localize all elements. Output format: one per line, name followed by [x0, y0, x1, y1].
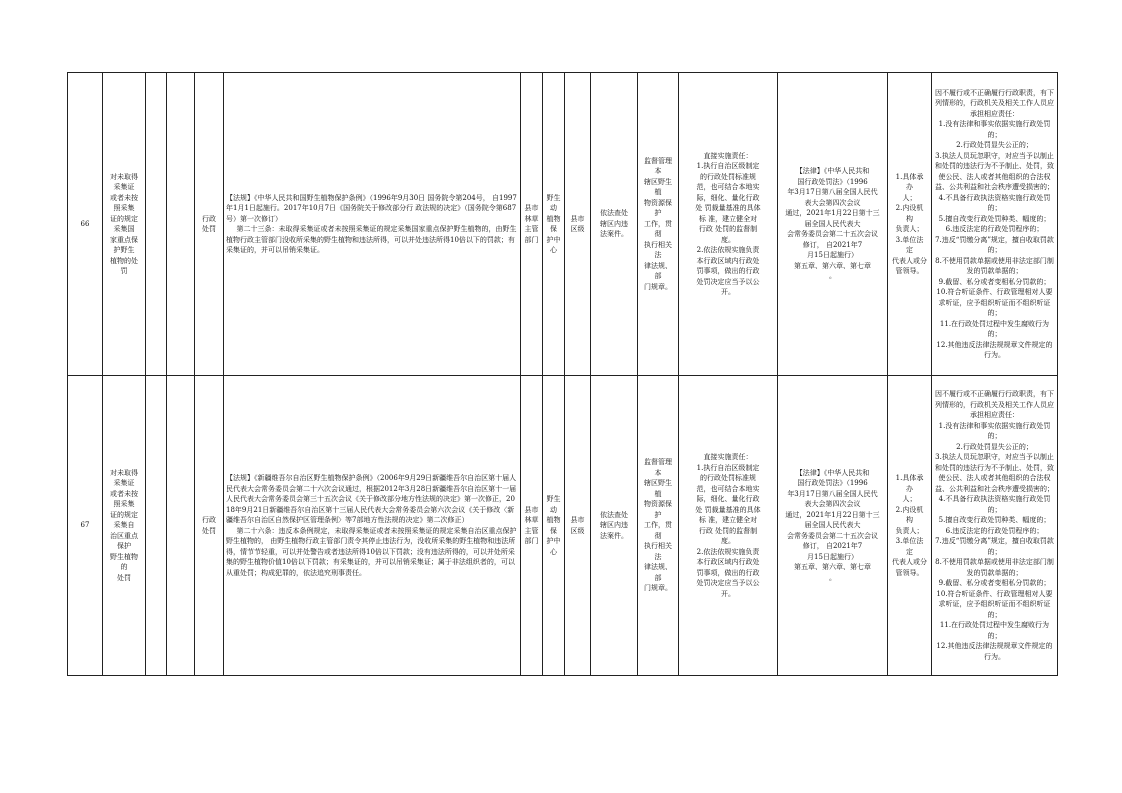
liability-item: 因不履行或不正确履行行政职责，有下列情形的，行政机关及相关工作人员应承担相应责任：: [935, 88, 1054, 118]
responsible-subject-cell: 1.具体承 办 人； 2.内设机 构 负责人； 3.单位法 定 代表人或分 管领导。: [888, 73, 932, 376]
liability-item: 1.没有法律和事实依据实施行政处罚的；: [938, 421, 1051, 440]
liability-item: 4.不具备行政执法资格实施行政处罚的；: [938, 495, 1051, 514]
category-cell: 行政 处罚: [195, 73, 224, 376]
liability-item: 3.执法人员玩忽职守，对应当予以制止和处罚的违法行为不予制止、处罚，致使公民、法人或者其他组织的合法权益、公共利益和社会秩序遭受损害的；: [935, 151, 1054, 191]
legal-basis-cell: [224, 376, 521, 676]
sub-item-cell: [146, 73, 167, 376]
duty-basis-cell: 【法律】《中华人民共和 国行政处罚法》（1996 年3月17日第八届全国人民代 表大会第四次会议 通过，2021年1月22日第十三 届全国人民代表大 会常务委员会第二十五次会议 修订， 自2021年7 月15日起施行） 第五章、第六章、第七章 。: [778, 73, 888, 376]
liability-item: 6.违反法定的行政处罚程序的；: [945, 526, 1044, 535]
liability-item: 8.不使用罚款单据或使用非法定部门制发的罚款单据的；: [935, 256, 1054, 275]
legal-basis-cell: [224, 73, 521, 376]
table-row: [68, 73, 1058, 376]
legal-basis-paragraph: 第二十六条：违反本条例规定，未取得采集证或者未按照采集证的规定采集自治区重点保护野生植物的， 由野生植物行政主管部门责令其停止违法行为，没收所采集的野生植物和违法所得，情节节轻重，可以并处警告或者违法所得10倍以下罚款；没有违法所得的，可以并处所采集的野生植物价值10倍以下罚款；有采集证的，并可以吊销采集证；属于非法组织者的，可以从重处罚；构成犯罪的，依法追究刑事责任。: [226, 526, 517, 577]
power-list-table: [67, 72, 1058, 676]
duty-cell: 监督管理 本 辖区野生 植 物资源保 护 工作，贯 彻 执行相关 法 律法规、 部 门规章。: [638, 73, 679, 376]
item-name: 对未取得 采集证 或者未按 照采集 证的规定 采集自 治区重点 保护 野生植物 的 处罚: [103, 376, 146, 676]
liability-item: 3.执法人员玩忽职守，对应当予以制止和处罚的违法行为不予制止、处罚，致使公民、法人或者其他组织的合法权益、公共利益和社会秩序遭受损害的；: [935, 453, 1054, 493]
liability-cell: [932, 376, 1058, 676]
liability-item: 6.违反法定的行政处罚程序的；: [945, 225, 1044, 233]
duty-implementation-cell: 直接实施责任： 1.执行自治区级制定 的行政处罚标准规 范，也可结合本地实 际，细化、量化行政 处 罚裁量基准的具体 标 准，建立健全对 行政 处罚的监督制 度。 2.依法依规实施负责 本行政区域内行政处 罚事项，做出的行政 处罚决定应当予以公 开。: [679, 376, 778, 676]
responsible-subject-cell: 1.具体承 办 人； 2.内设机 构 负责人； 3.单位法 定 代表人或分 管领导。: [888, 376, 932, 676]
liability-item: 10.符合听证条件、行政管理相对人要求听证，应予组织听证而不组织听证的；: [936, 589, 1053, 619]
liability-item: 7.违反“罚缴分离”规定，擅自收取罚款的；: [935, 537, 1054, 556]
code-cell: [167, 376, 195, 676]
duty-implementation-cell: 直接实施责任： 1.执行自治区级制定 的行政处罚标准规 范，也可结合本地实 际，细化、量化行政 处 罚裁量基准的具体 标 准，建立健全对 行政 处罚的监督制 度。 2.依法依规实施负责 本行政区域内行政处 罚事项，做出的行政 处罚决定应当予以公 开。: [679, 73, 778, 376]
liability-item: 10.符合听证条件、行政管理相对人要求听证，应予组织听证而不组织听证的；: [936, 288, 1053, 317]
legal-basis-paragraph: 【法规】《新疆维吾尔自治区野生植物保护条例》（2006年9月29日新疆维吾尔自治区第十届人民代表大会常务委员会第二十六次会议通过，根据2012年3月28日新疆维吾尔自治区第十一届人民代表大会常务委员会第三十五次会议《关于修改部分地方性法规的决定》第一次修正，2018年9月21日新疆维吾尔自治区第十三届人民代表大会常务委员会第六次会议《关于修改〈新疆维吾尔自治区自然保护区管理条例〉等7部地方性法规的决定》第二次修正）: [226, 474, 517, 524]
liability-item: 因不履行或不正确履行行政职责，有下列情形的，行政机关及相关工作人员应承担相应责任：: [935, 390, 1054, 419]
unit-cell: 野生 动 植物 保 护中 心: [543, 73, 565, 376]
liability-item: 9.截留、私分或者变相私分罚款的；: [938, 579, 1051, 587]
item-name: 对未取得 采集证 或者未按 照采集 证的规定 采集国 家重点保 护野生 植物的处 罚: [103, 73, 146, 376]
liability-item: 8.不使用罚款单据或使用非法定部门制发的罚款单据的；: [935, 558, 1054, 577]
category-cell: 行政 处罚: [195, 376, 224, 676]
department-cell: 县市 林草 主管 部门: [521, 73, 543, 376]
liability-item: 2.行政处罚显失公正的；: [956, 442, 1033, 451]
liability-item: 5.擅自改变行政处罚种类、幅度的；: [938, 214, 1051, 223]
liability-item: 4.不具备行政执法资格实施行政处罚的；: [938, 193, 1051, 212]
legal-basis-paragraph: 【法规】《中华人民共和国野生植物保护条例》（1996年9月30日 国务院令第204号， 自1997年1月1日起施行。2017年10月7日《国务院关于修改部分行 政法规的决定》（国务院令第687号）第一次修订）: [226, 193, 517, 223]
scope-cell: 依法查处 辖区内违 法案件。: [591, 73, 638, 376]
item-number: 66: [68, 73, 103, 376]
liability-item: 1.没有法律和事实依据实施行政处罚的；: [938, 120, 1051, 139]
liability-cell: [932, 73, 1058, 376]
sub-item-cell: [146, 376, 167, 676]
liability-item: 2.行政处罚显失公正的；: [956, 141, 1033, 149]
liability-item: 9.截留、私分或者变相私分罚款的；: [938, 277, 1051, 286]
department-cell: 县市 林草 主管 部门: [521, 376, 543, 676]
level-cell: 县市 区级: [565, 73, 591, 376]
table-row: [68, 376, 1058, 676]
scope-cell: 依法查处 辖区内违 法案件。: [591, 376, 638, 676]
liability-item: 12.其他违反法律法规规章文件规定的行为。: [936, 340, 1053, 359]
unit-cell: 野生 动 植物 保 护中 心: [543, 376, 565, 676]
liability-item: 11.在行政处罚过程中发生腐败行为的；: [939, 621, 1050, 640]
duty-cell: 监督管理 本 辖区野生 植 物资源保 护 工作，贯 彻 执行相关 法 律法规、 部 门规章。: [638, 376, 679, 676]
liability-item: 12.其他违反法律法规规章文件规定的行为。: [936, 642, 1053, 661]
level-cell: 县市 区级: [565, 376, 591, 676]
liability-item: 5.擅自改变行政处罚种类、幅度的；: [938, 516, 1051, 524]
liability-item: 11.在行政处罚过程中发生腐败行为的；: [939, 319, 1050, 338]
item-number: 67: [68, 376, 103, 676]
legal-basis-paragraph: 第二十三条：未取得采集证或者未按照采集证的规定采集国家重点保护野生植物的，由野生植物行政主管部门没收所采集的野生植物和违法所得，可以并处违法所得10倍以下的罚款；有采集证的，并可以吊销采集证。: [226, 225, 517, 254]
duty-basis-cell: 【法律】《中华人民共和 国行政处罚法》（1996 年3月17日第八届全国人民代 表大会第四次会议 通过，2021年1月22日第十三 届全国人民代表大 会常务委员会第二十五次会议 修订， 自2021年7 月15日起施行） 第五章、第六章、第七章 。: [778, 376, 888, 676]
liability-item: 7.违反“罚缴分离”规定，擅自收取罚款的；: [935, 235, 1054, 254]
code-cell: [167, 73, 195, 376]
